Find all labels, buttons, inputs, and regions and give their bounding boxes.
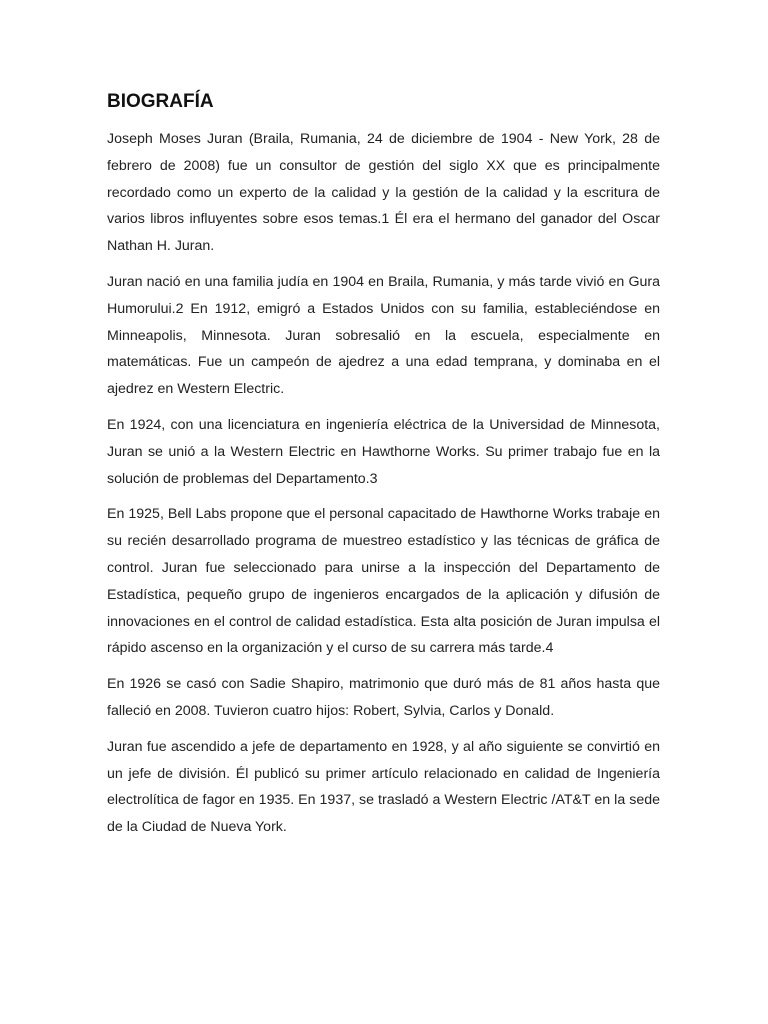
paragraph-2: Juran nació en una familia judía en 1904 en Braila, Rumania, y más tarde vivió en Gura Humorului.2 En 1912, emigró a Estados Unidos con su familia, estableciéndose en Minneapolis, Minnesota. Juran sobresalió en la escuela, especialmente en matemáticas. Fue un campeón de ajedrez a una edad temprana, y dominaba en el ajedrez en Western Electric. (107, 273, 660, 398)
paragraph-6: Juran fue ascendido a jefe de departamento en 1928, y al año siguiente se convirtió en un jefe de división. Él publicó su primer artículo relacionado en calidad de Ingeniería electrolítica de fagor en 1935. En 1937, se trasladó a Western Electric /AT&T en la sede de la Ciudad de Nueva York. (107, 738, 660, 836)
document-title: BIOGRAFÍA (107, 91, 214, 112)
paragraph-5: En 1926 se casó con Sadie Shapiro, matrimonio que duró más de 81 años hasta que falleció en 2008. Tuvieron cuatro hijos: Robert, Sylvia, Carlos y Donald. (107, 676, 660, 719)
paragraph-1: Joseph Moses Juran (Braila, Rumania, 24 de diciembre de 1904 - New York, 28 de febrero de 2008) fue un consultor de gestión del siglo XX que es principalmente recordado como un experto de la calidad y la gestión de la calidad y la escritura de varios libros influyentes sobre esos temas.1 Él era el hermano del ganador del Oscar Nathan H. Juran. (107, 131, 660, 255)
paragraph-4: En 1925, Bell Labs propone que el personal capacitado de Hawthorne Works trabaje en su recién desarrollado programa de muestreo estadístico y las técnicas de gráfica de control. Juran fue seleccionado para unirse a la inspección del Departamento de Estadística, pequeño grupo de ingenieros encargados de la aplicación y difusión de innovaciones en el control de calidad estadística. Esta alta posición de Juran impulsa el rápido ascenso en la organización y el curso de su carrera más tarde.4 (107, 506, 660, 657)
paragraph-3: En 1924, con una licenciatura en ingeniería eléctrica de la Universidad de Minnesota, Juran se unió a la Western Electric en Hawthorne Works. Su primer trabajo fue en la solución de problemas del Departamento.3 (107, 416, 660, 487)
document-body (107, 90, 660, 850)
